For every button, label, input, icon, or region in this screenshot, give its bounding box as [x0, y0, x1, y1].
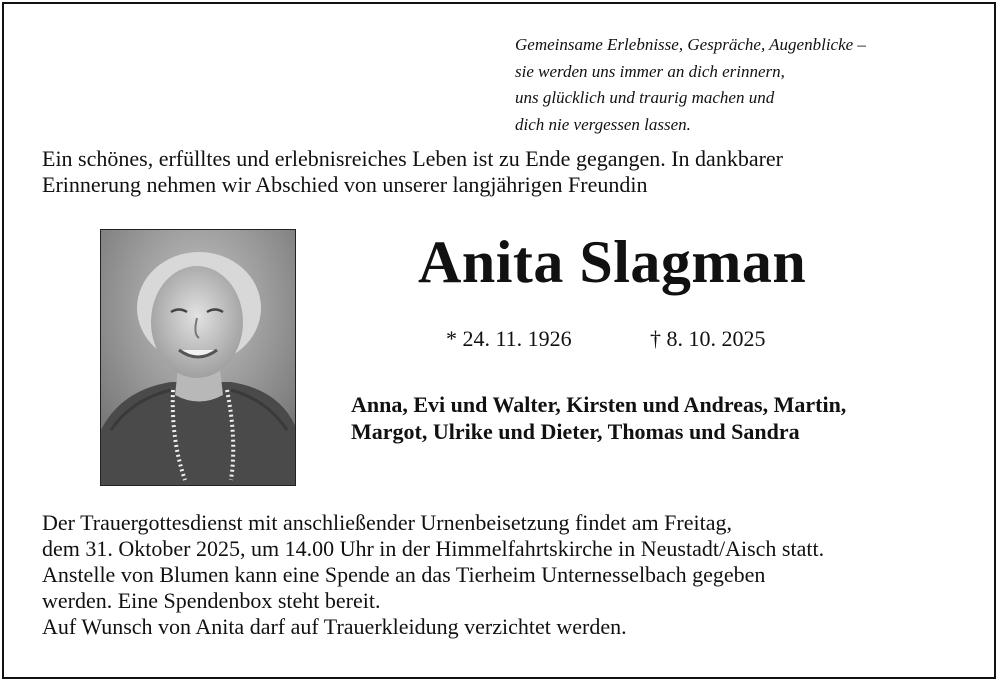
mourners-line: Margot, Ulrike und Dieter, Thomas und Sandra [351, 419, 800, 444]
intro-line: Ein schönes, erfülltes und erlebnisreiches Leben ist zu Ende gegangen. In dankbarer [42, 146, 784, 171]
quote-line: uns glücklich und traurig machen und [515, 88, 775, 107]
mourners-line: Anna, Evi und Walter, Kirsten und Andreas, Martin, [351, 392, 847, 417]
details-line: werden. Eine Spendenbox steht bereit. [42, 588, 381, 613]
birth-date: * 24. 11. 1926 [446, 326, 572, 351]
intro-text [42, 146, 783, 198]
quote-line: sie werden uns immer an dich erinnern, [515, 61, 785, 81]
details-line: dem 31. Oktober 2025, um 14.00 Uhr in der Himmelfahrtskirche in Neustadt/Aisch statt. [42, 536, 825, 561]
funeral-details [42, 510, 824, 640]
mourners-list [351, 391, 846, 445]
portrait-photo [100, 229, 296, 486]
details-line: Auf Wunsch von Anita darf auf Trauerkleidung verzichtet werden. [42, 614, 627, 639]
quote-line: Gemeinsame Erlebnisse, Gespräche, Augenblicke – [515, 35, 866, 54]
details-line: Anstelle von Blumen kann eine Spende an das Tierheim Unternesselbach gegeben [42, 562, 766, 587]
deceased-name: Anita Slagman [418, 229, 807, 295]
details-line: Der Trauergottesdienst mit anschließender Urnenbeisetzung findet am Freitag, [42, 510, 732, 535]
quote-line: dich nie vergessen lassen. [515, 114, 691, 134]
intro-line: Erinnerung nehmen wir Abschied von unserer langjährigen Freundin [42, 172, 648, 197]
memorial-quote [515, 32, 866, 138]
death-date: † 8. 10. 2025 [650, 326, 766, 351]
